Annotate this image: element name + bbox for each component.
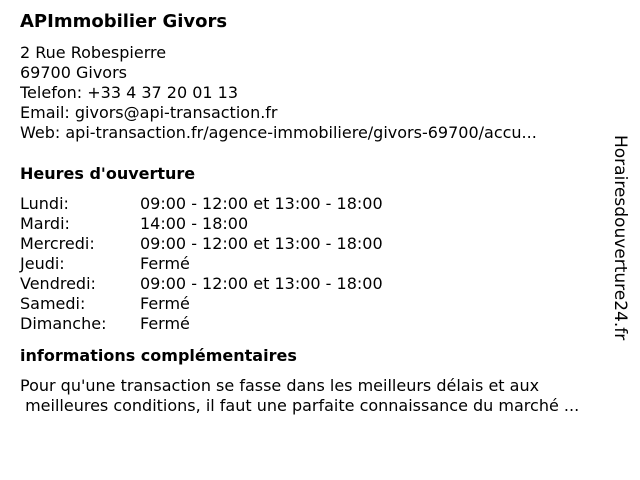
hours-day: Dimanche: — [20, 314, 107, 333]
hours-day: Mardi: — [20, 214, 70, 233]
hours-row — [20, 294, 610, 314]
description-line-2: meilleures conditions, il faut une parfaite connaissance du marché ... — [20, 396, 580, 415]
agency-card — [20, 10, 610, 416]
hours-time: Fermé — [140, 294, 190, 313]
hours-day: Vendredi: — [20, 274, 96, 293]
opening-hours-heading: Heures d'ouverture — [20, 164, 196, 183]
hours-day: Mercredi: — [20, 234, 95, 253]
opening-hours-table — [20, 194, 610, 334]
hours-row — [20, 234, 610, 254]
additional-info-heading: informations complémentaires — [20, 346, 297, 365]
hours-row — [20, 274, 610, 294]
hours-row — [20, 214, 610, 234]
hours-time: 09:00 - 12:00 et 13:00 - 18:00 — [140, 194, 383, 213]
hours-time: 14:00 - 18:00 — [140, 214, 249, 233]
hours-row — [20, 254, 610, 274]
hours-day: Lundi: — [20, 194, 69, 213]
hours-time: Fermé — [140, 314, 190, 333]
phone-line: Telefon: +33 4 37 20 01 13 — [20, 83, 239, 102]
address-city: 69700 Givors — [20, 63, 127, 82]
hours-row — [20, 314, 610, 334]
description-line-1: Pour qu'une transaction se fasse dans les meilleurs délais et aux — [20, 376, 540, 395]
agency-name: APImmobilier Givors — [20, 11, 228, 32]
site-watermark: Horairesdouverture24.fr — [610, 135, 630, 341]
hours-time: Fermé — [140, 254, 190, 273]
hours-day: Samedi: — [20, 294, 86, 313]
email-line: Email: givors@api-transaction.fr — [20, 103, 278, 122]
address-street: 2 Rue Robespierre — [20, 43, 167, 62]
hours-row — [20, 194, 610, 214]
hours-time: 09:00 - 12:00 et 13:00 - 18:00 — [140, 274, 383, 293]
hours-time: 09:00 - 12:00 et 13:00 - 18:00 — [140, 234, 383, 253]
web-line: Web: api-transaction.fr/agence-immobiliere/givors-69700/accu... — [20, 123, 537, 142]
hours-day: Jeudi: — [20, 254, 65, 273]
